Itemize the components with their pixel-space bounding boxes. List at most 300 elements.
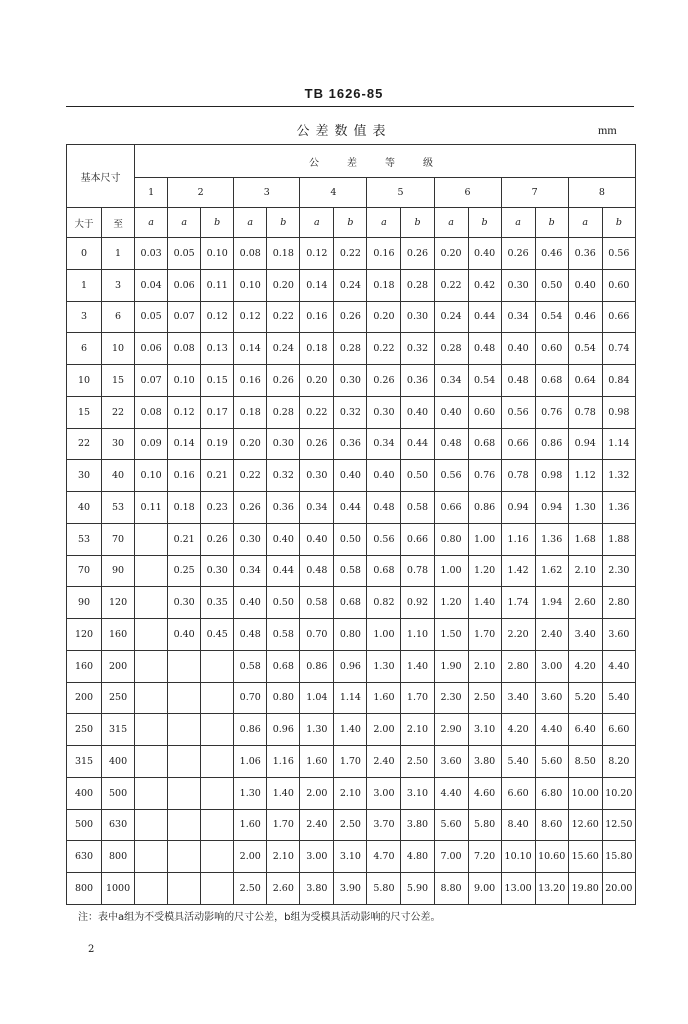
value-cell: 6.60 xyxy=(501,777,535,809)
value-cell: 0.22 xyxy=(334,238,367,270)
table-row xyxy=(67,841,636,873)
value-cell: 1.36 xyxy=(602,492,635,524)
value-cell: 0.50 xyxy=(535,269,568,301)
value-cell: 0.20 xyxy=(300,365,334,397)
value-cell: 0.78 xyxy=(501,460,535,492)
value-cell: 0.26 xyxy=(267,365,300,397)
value-cell: 9.00 xyxy=(468,873,501,905)
value-cell: 0.44 xyxy=(468,301,501,333)
to-cell: 200 xyxy=(102,650,135,682)
empty-cell xyxy=(168,682,201,714)
value-cell: 0.68 xyxy=(367,555,401,587)
value-cell: 2.80 xyxy=(602,587,635,619)
table-row xyxy=(67,428,636,460)
value-cell: 0.94 xyxy=(501,492,535,524)
value-cell: 1.62 xyxy=(535,555,568,587)
value-cell: 0.50 xyxy=(334,523,367,555)
value-cell: 0.26 xyxy=(334,301,367,333)
sub-column-a: a xyxy=(501,208,535,238)
value-cell: 3.10 xyxy=(334,841,367,873)
over-cell: 315 xyxy=(67,746,102,778)
value-cell: 1.94 xyxy=(535,587,568,619)
value-cell: 0.10 xyxy=(168,365,201,397)
value-cell: 0.92 xyxy=(401,587,434,619)
sub-column-a: a xyxy=(168,208,201,238)
value-cell: 0.60 xyxy=(468,396,501,428)
value-cell: 0.56 xyxy=(367,523,401,555)
over-cell: 3 xyxy=(67,301,102,333)
value-cell: 2.10 xyxy=(401,714,434,746)
value-cell: 3.80 xyxy=(468,746,501,778)
value-cell: 2.10 xyxy=(568,555,602,587)
value-cell: 15.60 xyxy=(568,841,602,873)
value-cell: 0.80 xyxy=(334,619,367,651)
value-cell: 0.30 xyxy=(501,269,535,301)
value-cell: 15.80 xyxy=(602,841,635,873)
to-cell: 315 xyxy=(102,714,135,746)
value-cell: 0.58 xyxy=(267,619,300,651)
table-row xyxy=(67,269,636,301)
value-cell: 0.24 xyxy=(267,333,300,365)
value-cell: 1.60 xyxy=(367,682,401,714)
value-cell: 0.54 xyxy=(568,333,602,365)
value-cell: 5.80 xyxy=(468,809,501,841)
value-cell: 0.32 xyxy=(267,460,300,492)
value-cell: 0.58 xyxy=(401,492,434,524)
value-cell: 4.80 xyxy=(401,841,434,873)
value-cell: 1.70 xyxy=(267,809,300,841)
to-cell: 15 xyxy=(102,365,135,397)
value-cell: 1.12 xyxy=(568,460,602,492)
table-row xyxy=(67,682,636,714)
value-cell: 0.26 xyxy=(234,492,267,524)
sub-column-b: b xyxy=(535,208,568,238)
value-cell: 3.60 xyxy=(434,746,468,778)
value-cell: 2.50 xyxy=(468,682,501,714)
value-cell: 0.32 xyxy=(401,333,434,365)
value-cell: 0.66 xyxy=(501,428,535,460)
value-cell: 0.12 xyxy=(168,396,201,428)
value-cell: 0.16 xyxy=(234,365,267,397)
value-cell: 0.25 xyxy=(168,555,201,587)
table-title: 公差数值表 xyxy=(296,124,392,139)
value-cell: 0.21 xyxy=(168,523,201,555)
to-cell: 1 xyxy=(102,238,135,270)
to-cell: 500 xyxy=(102,777,135,809)
value-cell: 0.76 xyxy=(535,396,568,428)
sub-column-b: b xyxy=(201,208,234,238)
value-cell: 0.58 xyxy=(300,587,334,619)
empty-cell xyxy=(201,809,234,841)
value-cell: 1.30 xyxy=(234,777,267,809)
value-cell: 0.12 xyxy=(300,238,334,270)
to-cell: 630 xyxy=(102,809,135,841)
value-cell: 0.48 xyxy=(434,428,468,460)
to-cell: 400 xyxy=(102,746,135,778)
value-cell: 0.66 xyxy=(401,523,434,555)
value-cell: 0.66 xyxy=(434,492,468,524)
over-cell: 40 xyxy=(67,492,102,524)
tolerance-table xyxy=(66,144,636,905)
value-cell: 1.20 xyxy=(468,555,501,587)
value-cell: 0.07 xyxy=(168,301,201,333)
grade-header-2: 2 xyxy=(168,178,234,208)
tolerance-grade-header: 公差等级 xyxy=(135,145,636,178)
empty-cell xyxy=(135,746,168,778)
grade-header-8: 8 xyxy=(568,178,635,208)
value-cell: 3.00 xyxy=(300,841,334,873)
to-cell: 53 xyxy=(102,492,135,524)
value-cell: 1.16 xyxy=(267,746,300,778)
value-cell: 3.10 xyxy=(401,777,434,809)
value-cell: 3.80 xyxy=(401,809,434,841)
value-cell: 10.20 xyxy=(602,777,635,809)
value-cell: 1.70 xyxy=(334,746,367,778)
value-cell: 10.60 xyxy=(535,841,568,873)
empty-cell xyxy=(135,523,168,555)
value-cell: 0.78 xyxy=(401,555,434,587)
value-cell: 0.58 xyxy=(234,650,267,682)
value-cell: 1.16 xyxy=(501,523,535,555)
value-cell: 0.30 xyxy=(334,365,367,397)
value-cell: 0.42 xyxy=(468,269,501,301)
value-cell: 0.26 xyxy=(501,238,535,270)
value-cell: 12.50 xyxy=(602,809,635,841)
value-cell: 6.60 xyxy=(602,714,635,746)
value-cell: 19.80 xyxy=(568,873,602,905)
value-cell: 0.64 xyxy=(568,365,602,397)
value-cell: 1.70 xyxy=(468,619,501,651)
value-cell: 0.40 xyxy=(501,333,535,365)
sub-column-a: a xyxy=(135,208,168,238)
value-cell: 3.40 xyxy=(568,619,602,651)
empty-cell xyxy=(168,777,201,809)
value-cell: 0.60 xyxy=(535,333,568,365)
page-number: 2 xyxy=(88,944,95,955)
over-cell: 22 xyxy=(67,428,102,460)
over-cell: 500 xyxy=(67,809,102,841)
table-row xyxy=(67,333,636,365)
value-cell: 0.20 xyxy=(434,238,468,270)
value-cell: 1.36 xyxy=(535,523,568,555)
value-cell: 0.28 xyxy=(401,269,434,301)
over-cell: 90 xyxy=(67,587,102,619)
value-cell: 1.00 xyxy=(434,555,468,587)
value-cell: 1.74 xyxy=(501,587,535,619)
value-cell: 13.20 xyxy=(535,873,568,905)
value-cell: 0.28 xyxy=(267,396,300,428)
value-cell: 0.40 xyxy=(568,269,602,301)
value-cell: 0.16 xyxy=(168,460,201,492)
value-cell: 0.16 xyxy=(367,238,401,270)
empty-cell xyxy=(135,841,168,873)
over-cell: 0 xyxy=(67,238,102,270)
empty-cell xyxy=(135,873,168,905)
value-cell: 2.00 xyxy=(234,841,267,873)
value-cell: 0.07 xyxy=(135,365,168,397)
value-cell: 0.56 xyxy=(501,396,535,428)
over-cell: 120 xyxy=(67,619,102,651)
over-cell: 6 xyxy=(67,333,102,365)
over-cell: 800 xyxy=(67,873,102,905)
sub-column-a: a xyxy=(568,208,602,238)
table-row xyxy=(67,301,636,333)
sub-column-row xyxy=(67,208,636,238)
footnote: 注：表中a组为不受模具活动影响的尺寸公差，b组为受模具活动影响的尺寸公差。 xyxy=(78,912,441,923)
value-cell: 0.32 xyxy=(334,396,367,428)
value-cell: 0.68 xyxy=(334,587,367,619)
over-cell: 400 xyxy=(67,777,102,809)
value-cell: 5.60 xyxy=(434,809,468,841)
value-cell: 1.40 xyxy=(401,650,434,682)
value-cell: 1.10 xyxy=(401,619,434,651)
value-cell: 1.00 xyxy=(367,619,401,651)
value-cell: 0.40 xyxy=(434,396,468,428)
empty-cell xyxy=(201,873,234,905)
value-cell: 0.74 xyxy=(602,333,635,365)
value-cell: 2.60 xyxy=(568,587,602,619)
empty-cell xyxy=(168,873,201,905)
value-cell: 0.06 xyxy=(168,269,201,301)
value-cell: 0.22 xyxy=(434,269,468,301)
value-cell: 5.40 xyxy=(602,682,635,714)
value-cell: 0.34 xyxy=(501,301,535,333)
value-cell: 12.60 xyxy=(568,809,602,841)
value-cell: 0.66 xyxy=(602,301,635,333)
value-cell: 4.40 xyxy=(535,714,568,746)
value-cell: 8.40 xyxy=(501,809,535,841)
value-cell: 0.10 xyxy=(234,269,267,301)
value-cell: 0.18 xyxy=(367,269,401,301)
value-cell: 1.30 xyxy=(367,650,401,682)
to-cell: 10 xyxy=(102,333,135,365)
value-cell: 5.20 xyxy=(568,682,602,714)
value-cell: 0.44 xyxy=(267,555,300,587)
value-cell: 2.10 xyxy=(267,841,300,873)
over-cell: 250 xyxy=(67,714,102,746)
value-cell: 1.14 xyxy=(334,682,367,714)
value-cell: 3.10 xyxy=(468,714,501,746)
value-cell: 0.30 xyxy=(401,301,434,333)
grade-header-3: 3 xyxy=(234,178,300,208)
value-cell: 0.40 xyxy=(367,460,401,492)
value-cell: 0.26 xyxy=(201,523,234,555)
value-cell: 0.11 xyxy=(201,269,234,301)
value-cell: 1.40 xyxy=(334,714,367,746)
to-cell: 30 xyxy=(102,428,135,460)
to-cell: 70 xyxy=(102,523,135,555)
value-cell: 0.20 xyxy=(267,269,300,301)
value-cell: 0.94 xyxy=(568,428,602,460)
to-cell: 250 xyxy=(102,682,135,714)
value-cell: 0.86 xyxy=(468,492,501,524)
value-cell: 0.30 xyxy=(367,396,401,428)
value-cell: 0.15 xyxy=(201,365,234,397)
value-cell: 0.12 xyxy=(234,301,267,333)
empty-cell xyxy=(135,587,168,619)
grade-number-row xyxy=(67,178,636,208)
value-cell: 2.10 xyxy=(468,650,501,682)
value-cell: 0.40 xyxy=(401,396,434,428)
value-cell: 1.50 xyxy=(434,619,468,651)
value-cell: 0.04 xyxy=(135,269,168,301)
value-cell: 0.36 xyxy=(267,492,300,524)
unit-label: mm xyxy=(598,123,617,137)
value-cell: 0.23 xyxy=(201,492,234,524)
over-cell: 70 xyxy=(67,555,102,587)
value-cell: 0.50 xyxy=(267,587,300,619)
sub-column-a: a xyxy=(300,208,334,238)
value-cell: 0.18 xyxy=(168,492,201,524)
sub-column-a: a xyxy=(434,208,468,238)
value-cell: 10.00 xyxy=(568,777,602,809)
value-cell: 0.12 xyxy=(201,301,234,333)
value-cell: 0.26 xyxy=(300,428,334,460)
value-cell: 0.16 xyxy=(300,301,334,333)
table-row xyxy=(67,523,636,555)
value-cell: 8.60 xyxy=(535,809,568,841)
to-cell: 40 xyxy=(102,460,135,492)
table-row xyxy=(67,396,636,428)
over-cell: 10 xyxy=(67,365,102,397)
value-cell: 1.30 xyxy=(300,714,334,746)
value-cell: 3.60 xyxy=(535,682,568,714)
value-cell: 0.70 xyxy=(300,619,334,651)
value-cell: 0.86 xyxy=(535,428,568,460)
sub-column-b: b xyxy=(468,208,501,238)
value-cell: 1.40 xyxy=(267,777,300,809)
value-cell: 0.28 xyxy=(434,333,468,365)
value-cell: 0.50 xyxy=(401,460,434,492)
to-cell: 3 xyxy=(102,269,135,301)
to-cell: 90 xyxy=(102,555,135,587)
value-cell: 0.86 xyxy=(300,650,334,682)
grade-header-1: 1 xyxy=(135,178,168,208)
table-row xyxy=(67,650,636,682)
over-cell: 1 xyxy=(67,269,102,301)
over-cell: 160 xyxy=(67,650,102,682)
value-cell: 0.11 xyxy=(135,492,168,524)
value-cell: 3.90 xyxy=(334,873,367,905)
value-cell: 0.48 xyxy=(468,333,501,365)
value-cell: 3.70 xyxy=(367,809,401,841)
value-cell: 0.30 xyxy=(201,555,234,587)
to-cell: 120 xyxy=(102,587,135,619)
empty-cell xyxy=(135,682,168,714)
value-cell: 0.34 xyxy=(434,365,468,397)
value-cell: 0.40 xyxy=(267,523,300,555)
empty-cell xyxy=(201,777,234,809)
value-cell: 0.14 xyxy=(300,269,334,301)
value-cell: 0.35 xyxy=(201,587,234,619)
table-body xyxy=(67,238,636,905)
value-cell: 0.58 xyxy=(334,555,367,587)
value-cell: 7.00 xyxy=(434,841,468,873)
value-cell: 0.82 xyxy=(367,587,401,619)
grade-header-6: 6 xyxy=(434,178,501,208)
value-cell: 6.80 xyxy=(535,777,568,809)
value-cell: 0.26 xyxy=(367,365,401,397)
value-cell: 8.20 xyxy=(602,746,635,778)
sub-column-a: a xyxy=(367,208,401,238)
value-cell: 0.30 xyxy=(234,523,267,555)
value-cell: 3.60 xyxy=(602,619,635,651)
value-cell: 1.30 xyxy=(568,492,602,524)
value-cell: 0.22 xyxy=(267,301,300,333)
value-cell: 20.00 xyxy=(602,873,635,905)
value-cell: 0.19 xyxy=(201,428,234,460)
value-cell: 0.40 xyxy=(234,587,267,619)
value-cell: 0.94 xyxy=(535,492,568,524)
table-row xyxy=(67,619,636,651)
value-cell: 0.80 xyxy=(434,523,468,555)
empty-cell xyxy=(201,746,234,778)
value-cell: 0.22 xyxy=(234,460,267,492)
value-cell: 0.28 xyxy=(334,333,367,365)
value-cell: 0.40 xyxy=(334,460,367,492)
value-cell: 1.68 xyxy=(568,523,602,555)
empty-cell xyxy=(168,746,201,778)
empty-cell xyxy=(135,650,168,682)
value-cell: 0.48 xyxy=(367,492,401,524)
value-cell: 1.14 xyxy=(602,428,635,460)
value-cell: 0.30 xyxy=(168,587,201,619)
table-row xyxy=(67,555,636,587)
value-cell: 0.68 xyxy=(468,428,501,460)
value-cell: 0.98 xyxy=(535,460,568,492)
value-cell: 4.20 xyxy=(568,650,602,682)
value-cell: 0.03 xyxy=(135,238,168,270)
value-cell: 7.20 xyxy=(468,841,501,873)
value-cell: 0.86 xyxy=(234,714,267,746)
value-cell: 0.20 xyxy=(234,428,267,460)
value-cell: 1.20 xyxy=(434,587,468,619)
value-cell: 0.48 xyxy=(234,619,267,651)
value-cell: 0.21 xyxy=(201,460,234,492)
value-cell: 4.40 xyxy=(602,650,635,682)
value-cell: 1.04 xyxy=(300,682,334,714)
value-cell: 0.84 xyxy=(602,365,635,397)
over-cell: 630 xyxy=(67,841,102,873)
grade-header-5: 5 xyxy=(367,178,434,208)
empty-cell xyxy=(201,682,234,714)
value-cell: 1.40 xyxy=(468,587,501,619)
value-cell: 5.40 xyxy=(501,746,535,778)
sub-column-b: b xyxy=(602,208,635,238)
value-cell: 2.30 xyxy=(602,555,635,587)
value-cell: 0.48 xyxy=(300,555,334,587)
empty-cell xyxy=(135,809,168,841)
value-cell: 0.36 xyxy=(401,365,434,397)
value-cell: 0.17 xyxy=(201,396,234,428)
value-cell: 0.34 xyxy=(300,492,334,524)
value-cell: 0.05 xyxy=(135,301,168,333)
value-cell: 8.50 xyxy=(568,746,602,778)
value-cell: 6.40 xyxy=(568,714,602,746)
to-cell: 22 xyxy=(102,396,135,428)
table-row xyxy=(67,460,636,492)
value-cell: 1.60 xyxy=(300,746,334,778)
to-cell: 1000 xyxy=(102,873,135,905)
basic-size-header: 基本尺寸 xyxy=(67,145,135,208)
value-cell: 0.44 xyxy=(334,492,367,524)
value-cell: 0.13 xyxy=(201,333,234,365)
value-cell: 0.56 xyxy=(434,460,468,492)
value-cell: 4.40 xyxy=(434,777,468,809)
value-cell: 0.30 xyxy=(267,428,300,460)
value-cell: 4.20 xyxy=(501,714,535,746)
value-cell: 0.14 xyxy=(234,333,267,365)
